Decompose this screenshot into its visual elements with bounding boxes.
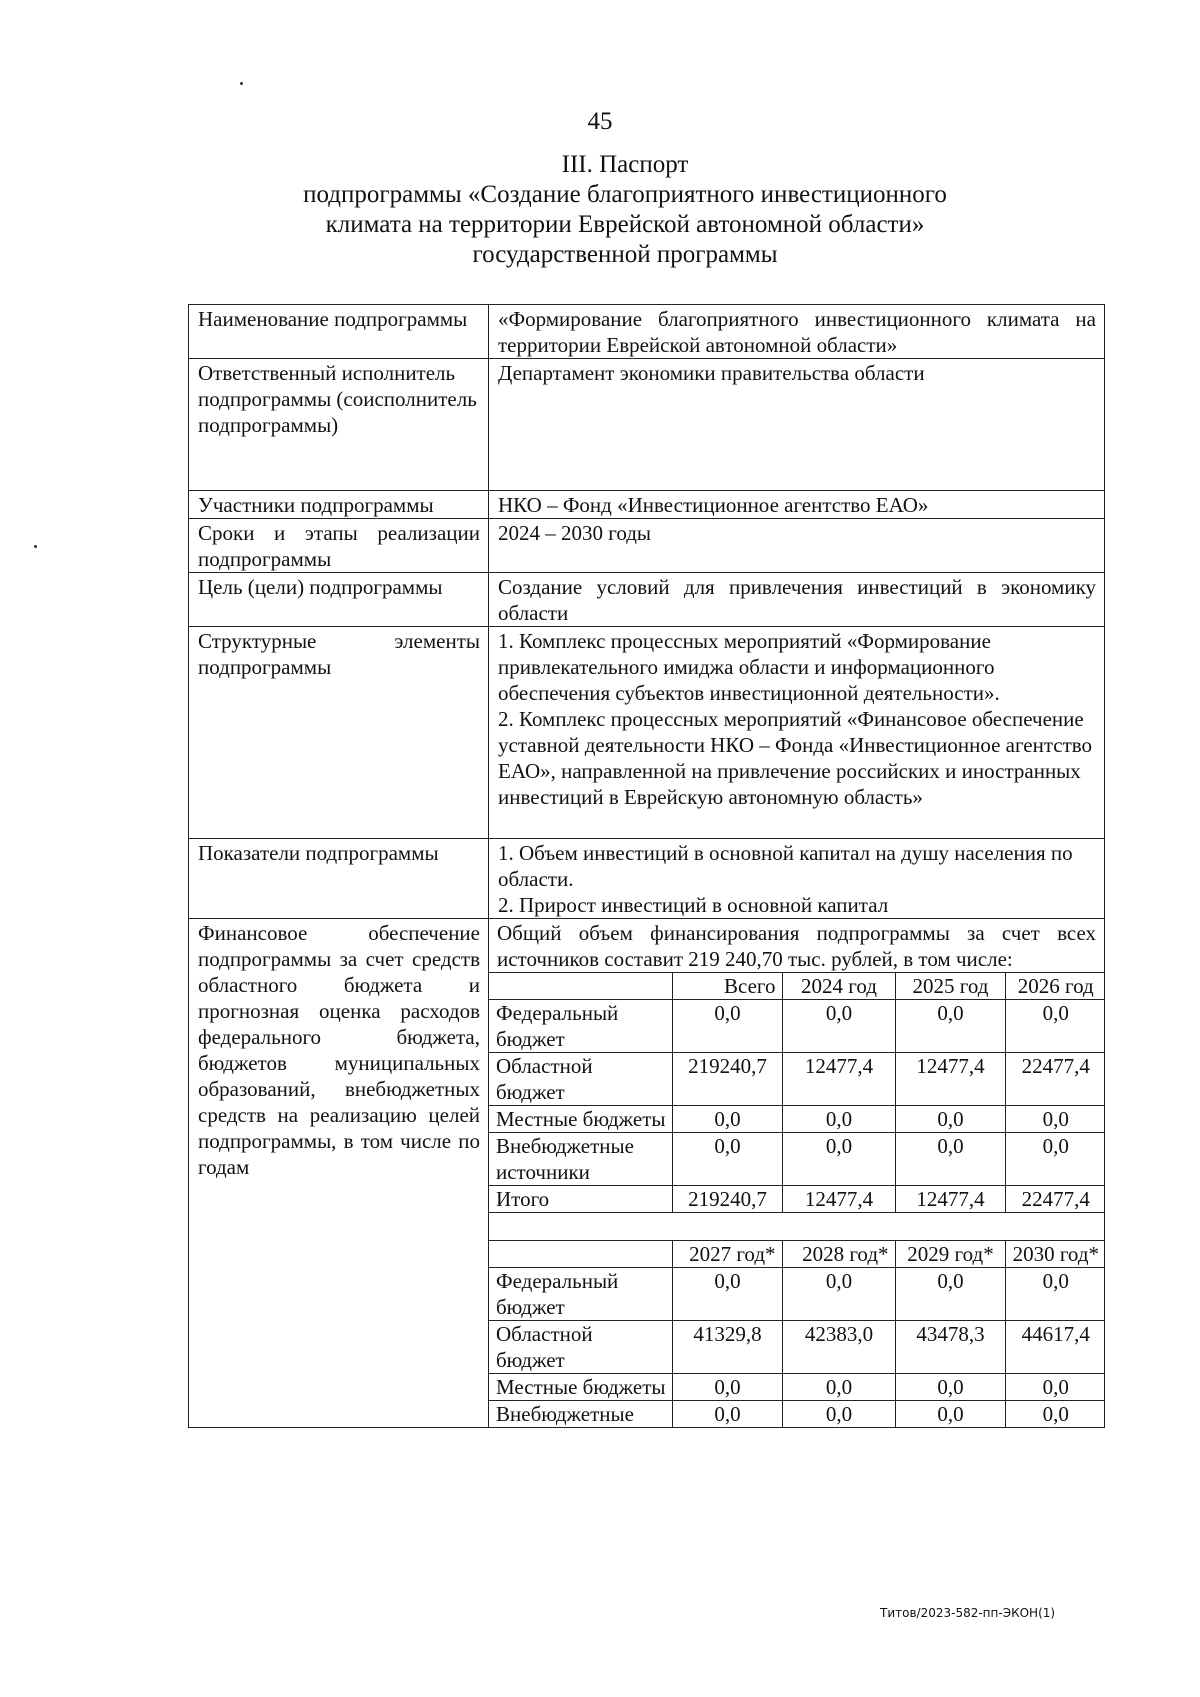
heading-subprogram-title-cont: климата на территории Еврейской автономной области» [325, 211, 925, 238]
label-indicators: Показатели подпрограммы [189, 839, 489, 919]
financing-header-cell: 2025 год [895, 973, 1005, 1000]
row-responsible [189, 359, 1105, 491]
financing-value: 0,0 [1005, 1268, 1105, 1321]
financing-value: 0,0 [895, 1268, 1005, 1321]
financing-header-cell [489, 1241, 672, 1268]
value-indicators [489, 839, 1105, 919]
financing-value: 0,0 [782, 1106, 895, 1133]
financing-value: 0,0 [895, 1106, 1005, 1133]
financing-header-cell [489, 973, 672, 1000]
financing-value: 0,0 [782, 1401, 895, 1428]
financing-source: Итого [489, 1186, 672, 1213]
heading-program: государственной программы [472, 241, 778, 268]
label-financing: Финансовое обеспечение подпрограммы за счет средств областного бюджета и прогнозная оценка расходов федерального бюджета, бюджетов муниципальных образований, внебюджетных средств на реализацию целей подпрограммы, в том числе по годам [189, 919, 489, 1428]
financing-value: 0,0 [782, 1374, 895, 1401]
label-responsible: Ответственный исполнитель подпрограммы (соисполнитель подпрограммы) [189, 359, 489, 491]
structural-element-item: 1. Комплекс процессных мероприятий «Формирование привлекательного имиджа области и информационного обеспечения субъектов инвестиционной деятельности». [498, 629, 1000, 705]
financing-header-cell: Всего [672, 973, 782, 1000]
page-number: 45 [587, 108, 613, 135]
financing-value: 0,0 [672, 1268, 782, 1321]
financing-value: 0,0 [672, 1000, 782, 1053]
financing-value: 219240,7 [672, 1053, 782, 1106]
row-terms [189, 519, 1105, 573]
financing-spacer-cell [489, 1213, 1105, 1241]
financing-value: 0,0 [895, 1401, 1005, 1428]
financing-value: 42383,0 [782, 1321, 895, 1374]
financing-table [489, 972, 1105, 1427]
row-subprogram-name [189, 305, 1105, 359]
value-goal: Создание условий для привлечения инвестиций в экономику области [489, 573, 1105, 627]
financing-value: 0,0 [895, 1133, 1005, 1186]
financing-header-cell: 2027 год* [672, 1241, 782, 1268]
value-responsible: Департамент экономики правительства области [489, 359, 1105, 491]
financing-value: 0,0 [1005, 1374, 1105, 1401]
financing-value: 0,0 [895, 1000, 1005, 1053]
financing-value: 0,0 [1005, 1133, 1105, 1186]
financing-row [489, 1000, 1105, 1053]
financing-value: 0,0 [782, 1000, 895, 1053]
value-structural-elements [489, 627, 1105, 839]
financing-value: 0,0 [895, 1374, 1005, 1401]
financing-source: Федеральный бюджет [489, 1000, 672, 1053]
financing-source: Местные бюджеты [489, 1106, 672, 1133]
structural-element-item: 2. Комплекс процессных мероприятий «Финансовое обеспечение уставной деятельности НКО – Фонда «Инвестиционное агентство ЕАО», направленной на привлечение российских и иностранных инвестиций в Еврейскую автономную область» [498, 707, 1093, 809]
document-heading [250, 150, 1000, 270]
value-terms: 2024 – 2030 годы [489, 519, 1105, 573]
financing-source: Внебюджетные источники [489, 1133, 672, 1186]
scan-speck [240, 82, 243, 85]
row-participants [189, 491, 1105, 519]
label-terms: Сроки и этапы реализации подпрограммы [189, 519, 489, 573]
value-subprogram-name: «Формирование благоприятного инвестиционного климата на территории Еврейской автономной области» [489, 305, 1105, 359]
row-financing [189, 919, 1105, 1428]
financing-value: 12477,4 [782, 1053, 895, 1106]
financing-value: 22477,4 [1005, 1186, 1105, 1213]
financing-row [489, 1374, 1105, 1401]
passport-table [188, 304, 1105, 1428]
financing-value: 0,0 [672, 1401, 782, 1428]
financing-total-row [489, 1186, 1105, 1213]
value-participants: НКО – Фонд «Инвестиционное агентство ЕАО» [489, 491, 1105, 519]
row-structural-elements [189, 627, 1105, 839]
financing-header-row [489, 973, 1105, 1000]
financing-source: Местные бюджеты [489, 1374, 672, 1401]
financing-value: 0,0 [782, 1268, 895, 1321]
financing-value: 22477,4 [1005, 1053, 1105, 1106]
financing-source: Областной бюджет [489, 1053, 672, 1106]
label-participants: Участники подпрограммы [189, 491, 489, 519]
financing-row [489, 1133, 1105, 1186]
financing-row [489, 1053, 1105, 1106]
financing-value: 0,0 [1005, 1000, 1105, 1053]
financing-source: Федеральный бюджет [489, 1268, 672, 1321]
row-goal [189, 573, 1105, 627]
scan-speck [34, 545, 37, 548]
financing-value: 41329,8 [672, 1321, 782, 1374]
financing-value: 44617,4 [1005, 1321, 1105, 1374]
financing-spacer-row [489, 1213, 1105, 1241]
financing-value: 12477,4 [895, 1186, 1005, 1213]
indicator-item: 2. Прирост инвестиций в основной капитал [498, 893, 889, 917]
financing-value: 0,0 [1005, 1106, 1105, 1133]
financing-value: 0,0 [672, 1106, 782, 1133]
financing-header-row [489, 1241, 1105, 1268]
financing-value: 43478,3 [895, 1321, 1005, 1374]
financing-header-cell: 2030 год* [1005, 1241, 1105, 1268]
financing-source: Внебюджетные [489, 1401, 672, 1428]
financing-intro: Общий объем финансирования подпрограммы за счет всех источников составит 219 240,70 тыс. рублей, в том числе: [497, 921, 1096, 971]
row-indicators [189, 839, 1105, 919]
financing-row [489, 1106, 1105, 1133]
heading-section-title: III. Паспорт [561, 151, 689, 178]
label-structural-elements: Структурные элементы подпрограммы [189, 627, 489, 839]
financing-value: 12477,4 [782, 1186, 895, 1213]
financing-header-cell: 2029 год* [895, 1241, 1005, 1268]
indicator-item: 1. Объем инвестиций в основной капитал на душу населения по области. [498, 841, 1073, 891]
financing-value: 0,0 [1005, 1401, 1105, 1428]
financing-value: 219240,7 [672, 1186, 782, 1213]
label-subprogram-name: Наименование подпрограммы [189, 305, 489, 359]
financing-row [489, 1401, 1105, 1428]
document-code: Титов/2023-582-пп-ЭКОН(1) [880, 1606, 1056, 1620]
financing-value: 0,0 [782, 1133, 895, 1186]
label-goal: Цель (цели) подпрограммы [189, 573, 489, 627]
financing-header-cell: 2028 год* [782, 1241, 895, 1268]
financing-value: 0,0 [672, 1133, 782, 1186]
value-financing [489, 919, 1105, 1428]
financing-header-cell: 2024 год [782, 973, 895, 1000]
heading-subprogram-title: подпрограммы «Создание благоприятного инвестиционного [303, 181, 947, 208]
financing-row [489, 1321, 1105, 1374]
financing-value: 0,0 [672, 1374, 782, 1401]
financing-value: 12477,4 [895, 1053, 1005, 1106]
financing-source: Областной бюджет [489, 1321, 672, 1374]
financing-row [489, 1268, 1105, 1321]
financing-header-cell: 2026 год [1005, 973, 1105, 1000]
